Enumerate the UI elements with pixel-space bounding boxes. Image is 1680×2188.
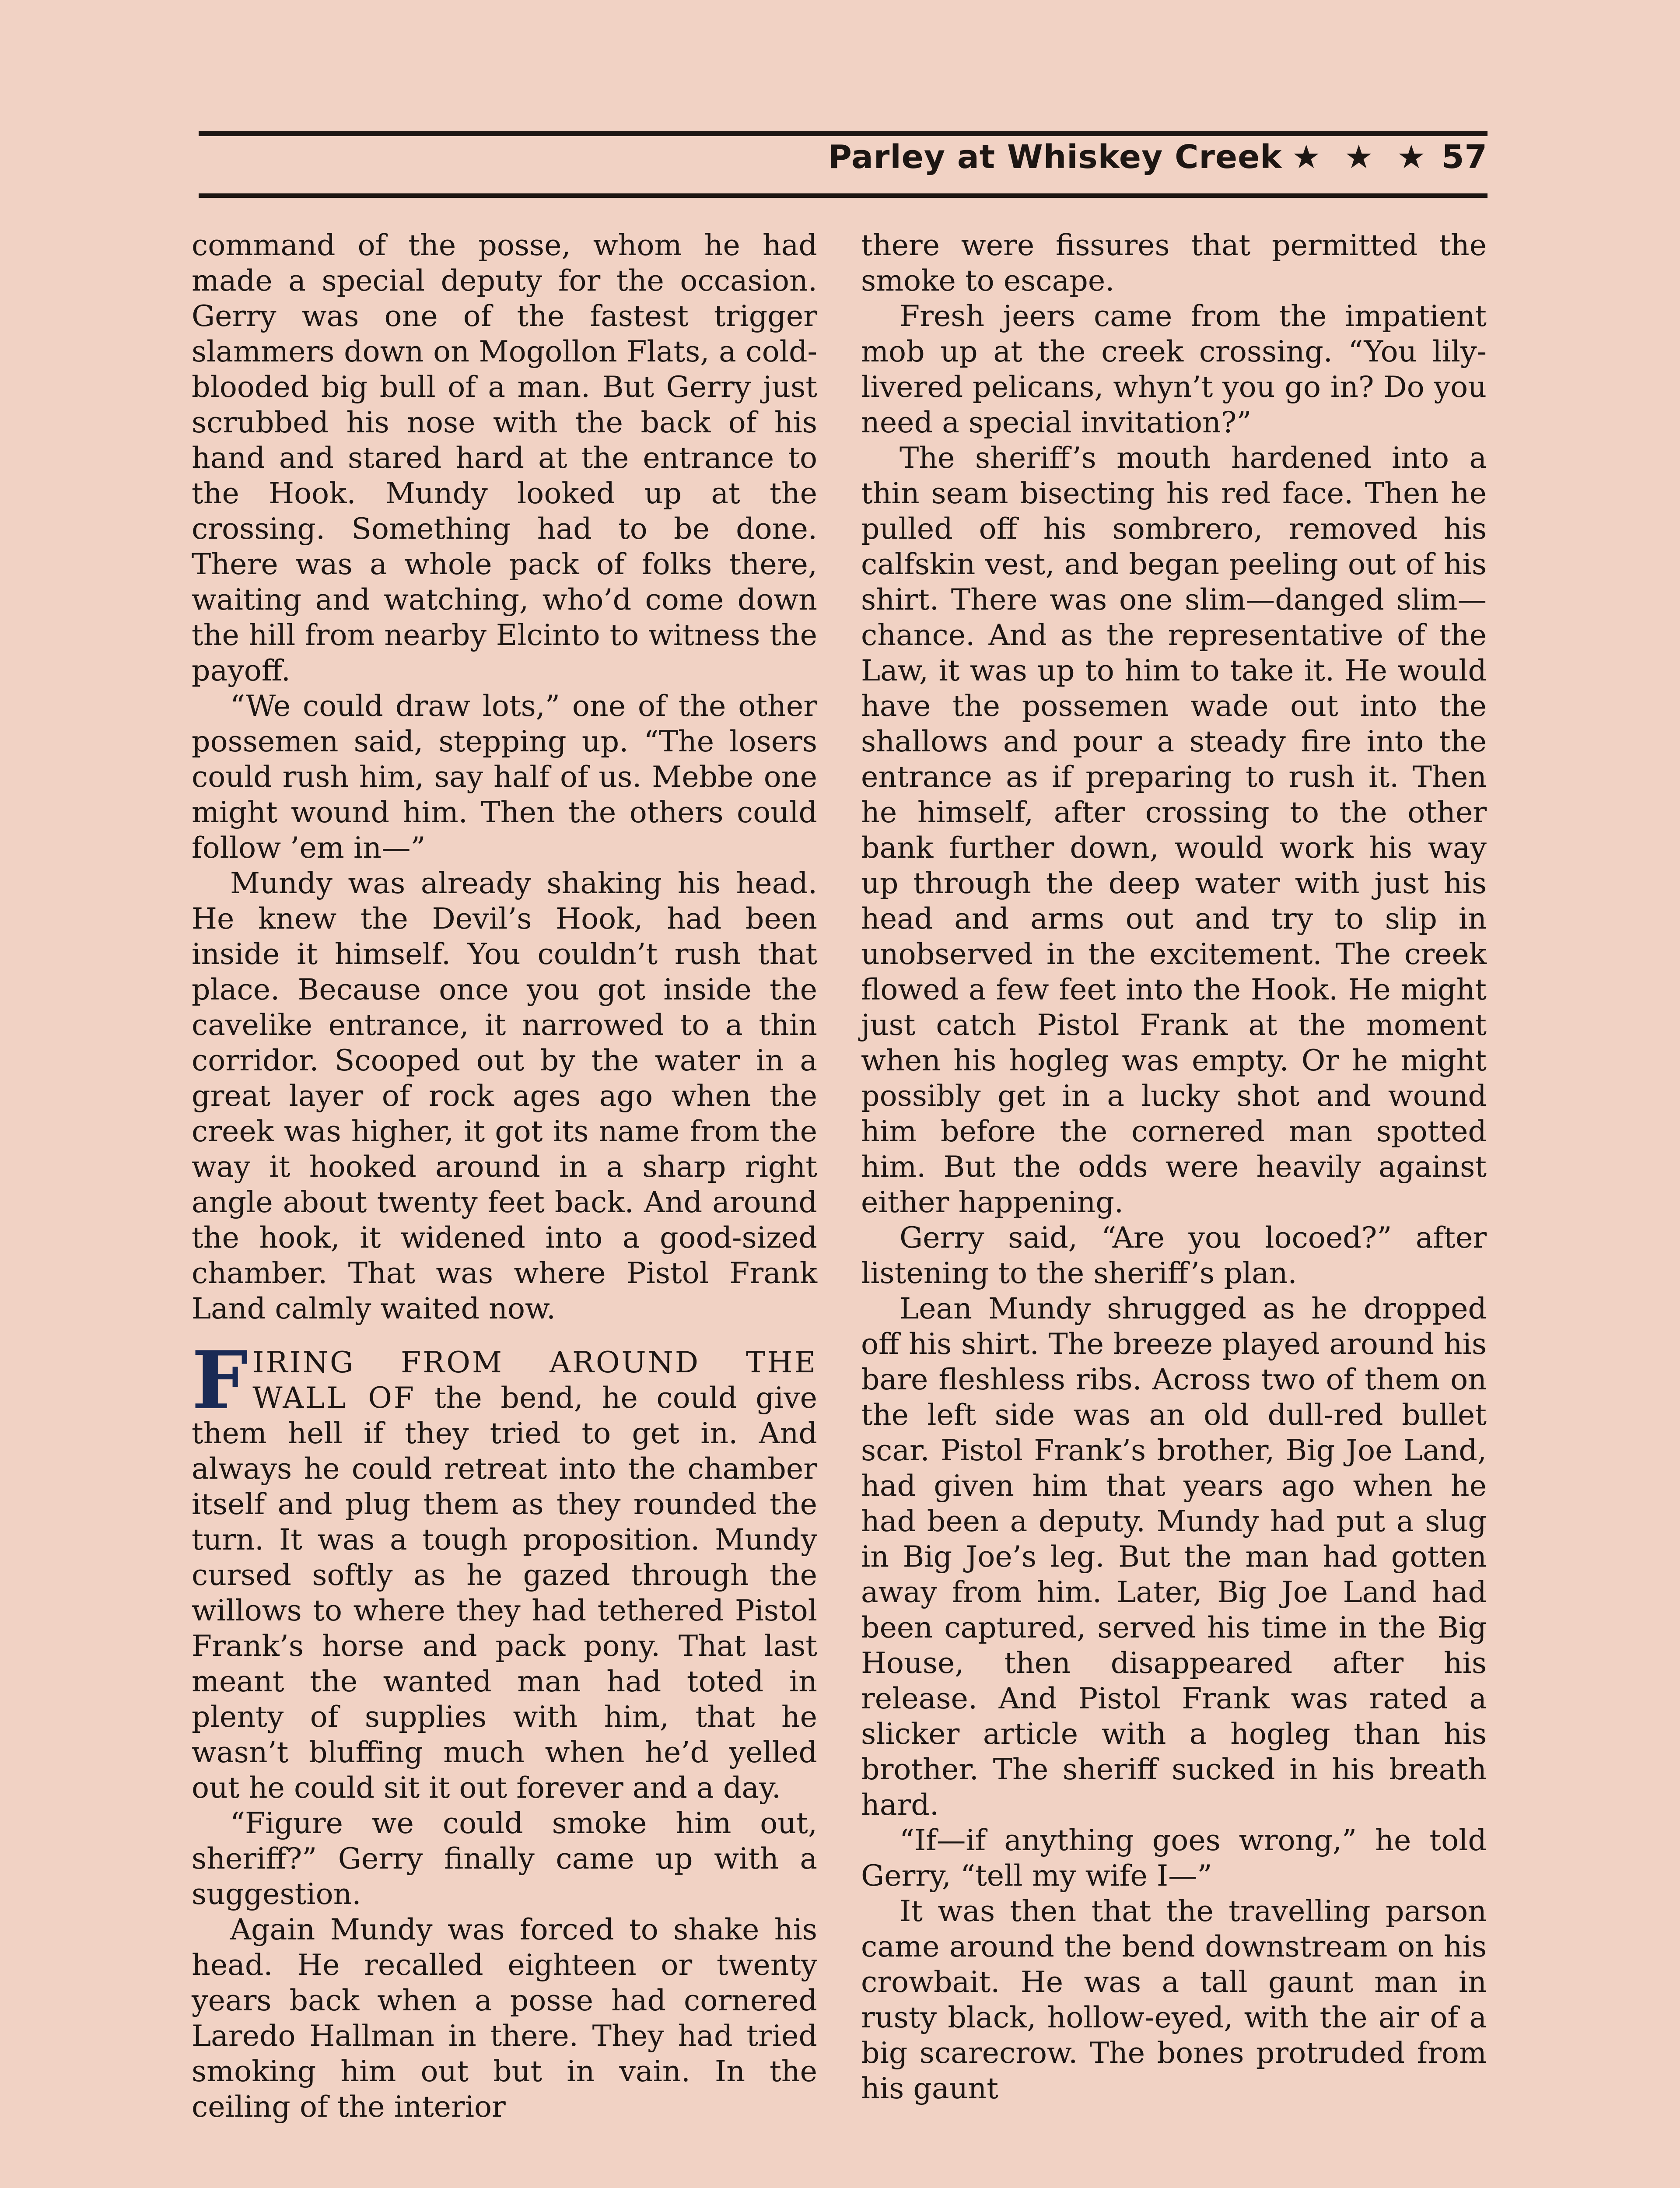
- paragraph: “If—if anything goes wrong,” he told Gerry, “tell my wife I—”: [861, 1823, 1487, 1893]
- paragraph: Mundy was already shaking his head. He knew the Devil’s Hook, had been inside it himself. You couldn’t rush that place. Because once you got inside the cavelike entrance, it narrowed to a thin corridor. Scooped out by the water in a great layer of rock ages ago when the creek was higher, it got its name from the way it hooked around in a sharp right angle about twenty feet back. And around the hook, it widened into a good-sized chamber. That was where Pistol Frank Land calmly waited now.: [192, 866, 817, 1325]
- paragraph: The sheriff’s mouth hardened into a thin seam bisecting his red face. Then he pulled off his sombrero, removed his calfskin vest, and began peeling out of his shirt. There was one slim—danged slim—chance. And as the representative of the Law, it was up to him to take it. He would have the possemen wade out into the shallows and pour a steady fire into the entrance as if preparing to rush it. Then he himself, after crossing to the other bank further down, would work his way up through the deep water with just his head and arms out and try to slip in unobserved in the excitement. The creek flowed a few feet into the Hook. He might just catch Pistol Frank at the moment when his hogleg was empty. Or he might possibly get in a lucky shot and wound him before the cornered man spotted him. But the odds were heavily against either happening.: [861, 441, 1487, 1219]
- paragraph: It was then that the travelling parson came around the bend downstream on his crowbait. He was a tall gaunt man in rusty black, hollow-eyed, with the air of a big scarecrow. The bones protruded from his gaunt: [861, 1894, 1487, 2105]
- paragraph: “Figure we could smoke him out, sheriff?” Gerry finally came up with a suggestion.: [192, 1806, 817, 1911]
- paragraph: Lean Mundy shrugged as he dropped off his shirt. The breeze played around his bare fleshless ribs. Across two of them on the left side was an old dull-red bullet scar. Pistol Frank’s brother, Big Joe Land, had given him that years ago when he had been a deputy. Mundy had put a slug in Big Joe’s leg. But the man had gotten away from him. Later, Big Joe Land had been captured, served his time in the Big House, then disappeared after his release. And Pistol Frank was rated a slicker article with a hogleg than his brother. The sheriff sucked in his breath hard.: [861, 1291, 1487, 1822]
- paragraph: command of the posse, whom he had made a special deputy for the occasion. Gerry was one of the fastest trigger slammers down on Mogollon Flats, a cold-blooded big bull of a man. But Gerry just scrubbed his nose with the back of his hand and stared hard at the entrance to the Hook. Mundy looked up at the crossing. Something had to be done. There was a whole pack of folks there, waiting and watching, who’d come down the hill from nearby Elcinto to witness the payoff.: [192, 228, 817, 687]
- paragraph: Again Mundy was forced to shake his head. He recalled eighteen or twenty years back when a posse had cornered Laredo Hallman in there. They had tried smoking him out but in vain. In the ceiling of the interior: [192, 1912, 817, 2124]
- running-head: [828, 138, 1488, 176]
- star-icons: ★ ★ ★: [1292, 138, 1432, 176]
- header-bottom-rule: [199, 193, 1488, 198]
- paragraph: there were fissures that permitted the smoke to escape.: [861, 228, 1487, 298]
- paragraph: “We could draw lots,” one of the other possemen said, stepping up. “The losers could rush him, say half of us. Mebbe one might wound him. Then the others could follow ’em in—”: [192, 689, 817, 865]
- header-top-rule: [199, 131, 1488, 136]
- story-title: Parley at Whiskey Creek: [828, 138, 1282, 176]
- dropcap-letter: F: [192, 1333, 248, 1427]
- dropcap-paragraph-body: the bend, he could give them hell if they tried to get in. And always he could retreat into the chamber itself and plug them as they rounded the turn. It was a tough proposition. Mundy cursed softly as he gazed through the willows to where they had tethered Pistol Frank’s horse and pack pony. That last meant the wanted man had toted in plenty of supplies with him, that he wasn’t bluffing much when he’d yelled out he could sit it out forever and a day.: [192, 1381, 818, 1805]
- paragraph: Fresh jeers came from the impatient mob up at the creek crossing. “You lily-livered pelicans, whyn’t you go in? Do you need a special invitation?”: [861, 299, 1487, 439]
- paragraph-dropcap: [192, 1333, 818, 1806]
- right-column: [861, 228, 1487, 2106]
- page-number: 57: [1442, 138, 1488, 176]
- paragraph: Gerry said, “Are you locoed?” after listening to the sheriff’s plan.: [861, 1220, 1487, 1290]
- left-column: [192, 228, 817, 2125]
- dropcap-lead-in: IRING FROM AROUND THE WALL OF: [252, 1345, 817, 1415]
